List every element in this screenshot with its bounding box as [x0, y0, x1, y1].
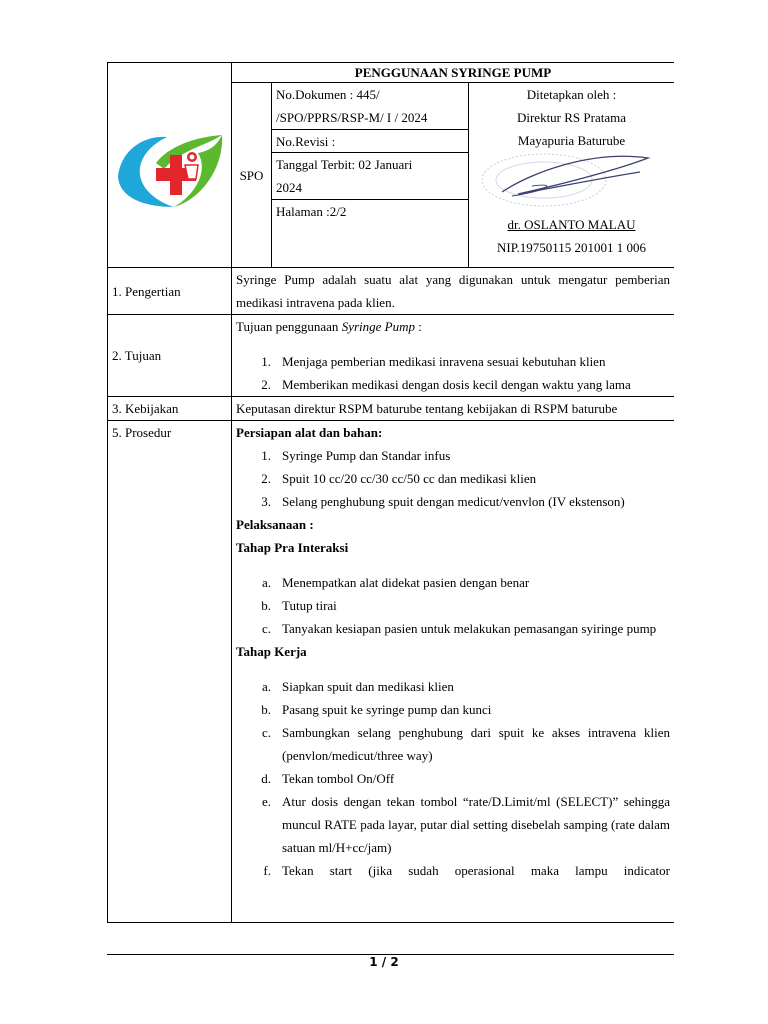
document-title: PENGGUNAAN SYRINGE PUMP	[232, 63, 675, 83]
pelaksanaan-heading: Pelaksanaan :	[236, 517, 314, 532]
list-item-text: Tekan start (jika sudah operasional maka lampu indicator	[282, 863, 670, 878]
list-item-text: Atur dosis dengan tekan tombol “rate/D.Limit/ml (SELECT)” sehingga muncul RATE pada layar, putar dial setting disebelah samping (rate dalam satuan ml/H+cc/jam)	[282, 794, 670, 855]
tahap-kerja-heading: Tahap Kerja	[236, 644, 307, 659]
tujuan-intro-end: :	[414, 319, 422, 334]
tujuan-content	[232, 315, 675, 397]
list-item-text: Tanyakan kesiapan pasien untuk melakukan pemasangan syiringe pump	[282, 621, 657, 636]
doc-number-line1: No.Dokumen : 445/	[276, 87, 380, 102]
list-item: d. Tekan tombol On/Off	[236, 767, 670, 790]
spo-table	[107, 62, 674, 923]
list-item-text: Siapkan spuit dan medikasi klien	[282, 679, 454, 694]
authority-line2: Mayapuria Baturube	[517, 133, 626, 148]
list-item-text: Menjaga pemberian medikasi inravena sesuai kebutuhan klien	[282, 354, 606, 369]
doc-number-line2: /SPO/PPRS/RSP-M/ I / 2024	[276, 110, 428, 125]
pra-interaksi-heading: Tahap Pra Interaksi	[236, 540, 349, 555]
authorization-block	[469, 83, 675, 268]
list-item: c. Tanyakan kesiapan pasien untuk melakukan pemasangan syiringe pump	[236, 617, 670, 640]
tujuan-intro	[236, 315, 670, 338]
page-row: Halaman :2/2	[276, 204, 347, 219]
page-number: 1 / 2	[369, 955, 399, 969]
list-item: 2. Spuit 10 cc/20 cc/30 cc/50 cc dan medikasi klien	[236, 467, 670, 490]
table-clip	[107, 62, 674, 954]
document-info	[272, 83, 469, 268]
list-item-text: Memberikan medikasi dengan dosis kecil dengan waktu yang lama	[282, 377, 631, 392]
list-item: 2. Memberikan medikasi dengan dosis kecil dengan waktu yang lama	[236, 373, 670, 396]
issue-date-line2: 2024	[276, 180, 302, 195]
list-item: a. Siapkan spuit dan medikasi klien	[236, 675, 670, 698]
authority-line1: Direktur RS Pratama	[516, 110, 627, 125]
tujuan-label: 2. Tujuan	[108, 315, 232, 397]
list-item: e. Atur dosis dengan tekan tombol “rate/D.Limit/ml (SELECT)” sehingga muncul RATE pada layar, putar dial setting disebelah samping (rate dalam satuan ml/H+cc/jam)	[236, 790, 670, 859]
logo-cell	[108, 63, 232, 268]
doc-number-row	[272, 83, 468, 130]
hospital-logo	[112, 107, 228, 217]
kebijakan-text: Keputasan direktur RSPM baturube tentang kebijakan di RSPM baturube	[232, 397, 675, 421]
list-item: 1. Syringe Pump dan Standar infus	[236, 444, 670, 467]
signature-stamp	[472, 152, 672, 213]
issue-date-line1: Tanggal Terbit: 02 Januari	[276, 157, 413, 172]
issue-date-row	[272, 153, 468, 200]
director-nip: NIP.19750115 201001 1 006	[496, 240, 647, 255]
list-item: b. Pasang spuit ke syringe pump dan kunci	[236, 698, 670, 721]
list-item: 1. Menjaga pemberian medikasi inravena sesuai kebutuhan klien	[236, 350, 670, 373]
prosedur-content	[232, 421, 675, 923]
list-item-text: Syringe Pump dan Standar infus	[282, 448, 451, 463]
kebijakan-label: 3. Kebijakan	[108, 397, 232, 421]
list-item: a. Menempatkan alat didekat pasien dengan benar	[236, 571, 670, 594]
tujuan-intro-emphasis: Syringe Pump	[341, 319, 415, 334]
pengertian-label: 1. Pengertian	[108, 268, 232, 315]
director-name: dr. OSLANTO MALAU	[507, 217, 636, 232]
list-item-text: Sambungkan selang penghubung dari spuit ke akses intravena klien (penvlon/medicut/three way)	[282, 725, 670, 763]
list-item: c. Sambungkan selang penghubung dari spuit ke akses intravena klien (penvlon/medicut/three way)	[236, 721, 670, 767]
list-item-text: Tutup tirai	[282, 598, 337, 613]
authority-label: Ditetapkan oleh :	[526, 87, 617, 102]
persiapan-heading: Persiapan alat dan bahan:	[236, 425, 383, 440]
list-item: f. Tekan start (jika sudah operasional maka lampu indicator	[236, 859, 670, 882]
spo-label: SPO	[232, 83, 272, 268]
revision-row: No.Revisi :	[272, 130, 468, 153]
list-item-text: Pasang spuit ke syringe pump dan kunci	[282, 702, 492, 717]
tujuan-intro-text: Tujuan penggunaan	[236, 319, 342, 334]
pengertian-text: Syringe Pump adalah suatu alat yang digunakan untuk mengatur pemberian medikasi intravena pada klien.	[232, 268, 675, 315]
list-item-text: Spuit 10 cc/20 cc/30 cc/50 cc dan medikasi klien	[282, 471, 537, 486]
list-item-text: Selang penghubung spuit dengan medicut/venvlon (IV ekstenson)	[282, 494, 625, 509]
list-item-text: Tekan tombol On/Off	[282, 771, 395, 786]
signature-area	[469, 152, 674, 213]
prosedur-label: 5. Prosedur	[108, 421, 232, 923]
list-item: b. Tutup tirai	[236, 594, 670, 617]
list-item-text: Menempatkan alat didekat pasien dengan benar	[282, 575, 530, 590]
list-item: 3. Selang penghubung spuit dengan medicut/venvlon (IV ekstenson)	[236, 490, 670, 513]
